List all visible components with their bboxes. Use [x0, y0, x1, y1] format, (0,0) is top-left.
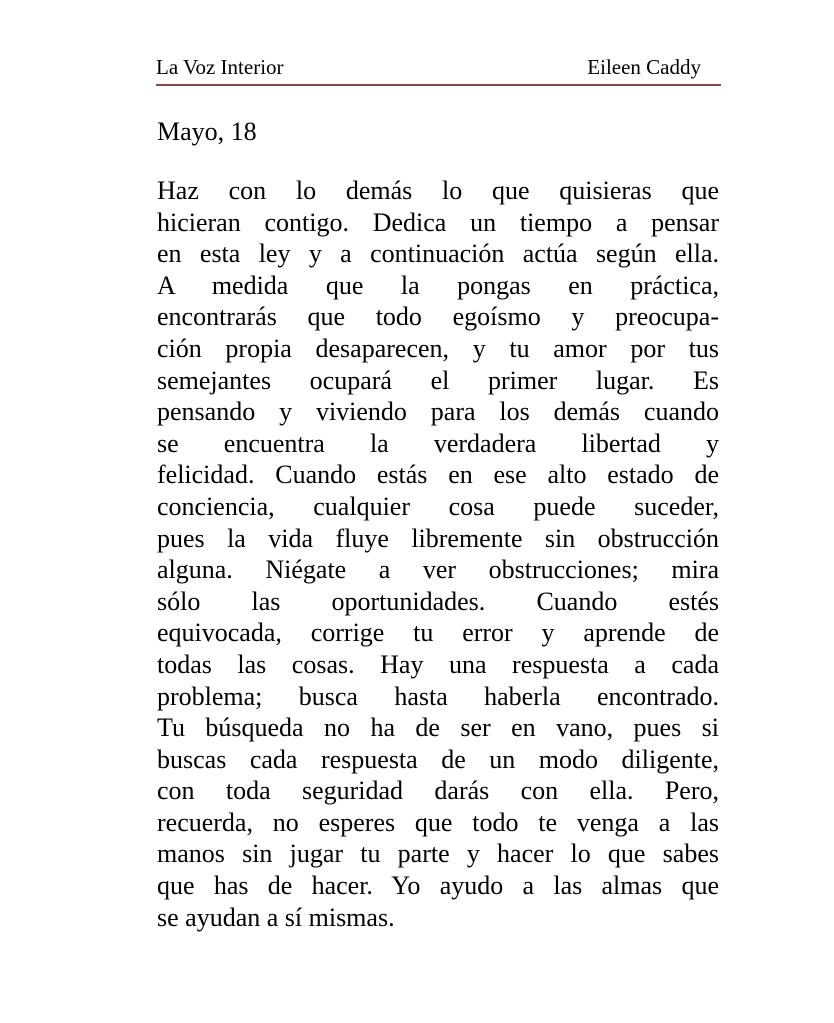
body-line: ción propia desaparecen, y tu amor por tus — [157, 333, 719, 363]
running-header — [156, 50, 721, 86]
body-line: encontrarás que todo egoísmo y preocupa- — [157, 302, 719, 332]
body-line: hicieran contigo. Dedica un tiempo a pensar — [157, 207, 719, 237]
body-line: Haz con lo demás lo que quisieras que — [157, 176, 719, 205]
body-line: recuerda, no esperes que todo te venga a las — [157, 807, 719, 837]
body-line: pues la vida fluye libremente sin obstrucción — [157, 523, 719, 553]
body-line: todas las cosas. Hay una respuesta a cada — [157, 649, 719, 679]
body-line: felicidad. Cuando estás en ese alto estado de — [157, 460, 719, 490]
body-line: equivocada, corrige tu error y aprende de — [157, 618, 719, 648]
body-line: problema; busca hasta haberla encontrado. — [157, 681, 719, 711]
body-line: A medida que la pongas en práctica, — [157, 270, 719, 300]
body-line: que has de hacer. Yo ayudo a las almas que — [157, 871, 719, 901]
entry-body — [157, 175, 719, 933]
body-line: se encuentra la verdadera libertad y — [157, 428, 719, 458]
body-line: alguna. Niégate a ver obstrucciones; mira — [157, 555, 719, 585]
body-line: en esta ley y a continuación actúa según ella. — [157, 239, 719, 269]
body-line: semejantes ocupará el primer lugar. Es — [157, 365, 719, 395]
body-line: sólo las oportunidades. Cuando estés — [157, 586, 719, 616]
body-line: pensando y viviendo para los demás cuando — [157, 397, 719, 427]
author-name: Eileen Caddy — [587, 55, 701, 79]
entry-date: Mayo, 18 — [157, 117, 257, 146]
body-line: conciencia, cualquier cosa puede suceder, — [157, 491, 719, 521]
body-line: Tu búsqueda no ha de ser en vano, pues si — [157, 713, 719, 743]
body-line: con toda seguridad darás con ella. Pero, — [157, 776, 719, 806]
body-line: se ayudan a sí mismas. — [157, 902, 395, 932]
body-line: buscas cada respuesta de un modo diligente, — [157, 744, 719, 774]
book-title: La Voz Interior — [156, 55, 284, 79]
body-line: manos sin jugar tu parte y hacer lo que sabes — [157, 839, 719, 869]
